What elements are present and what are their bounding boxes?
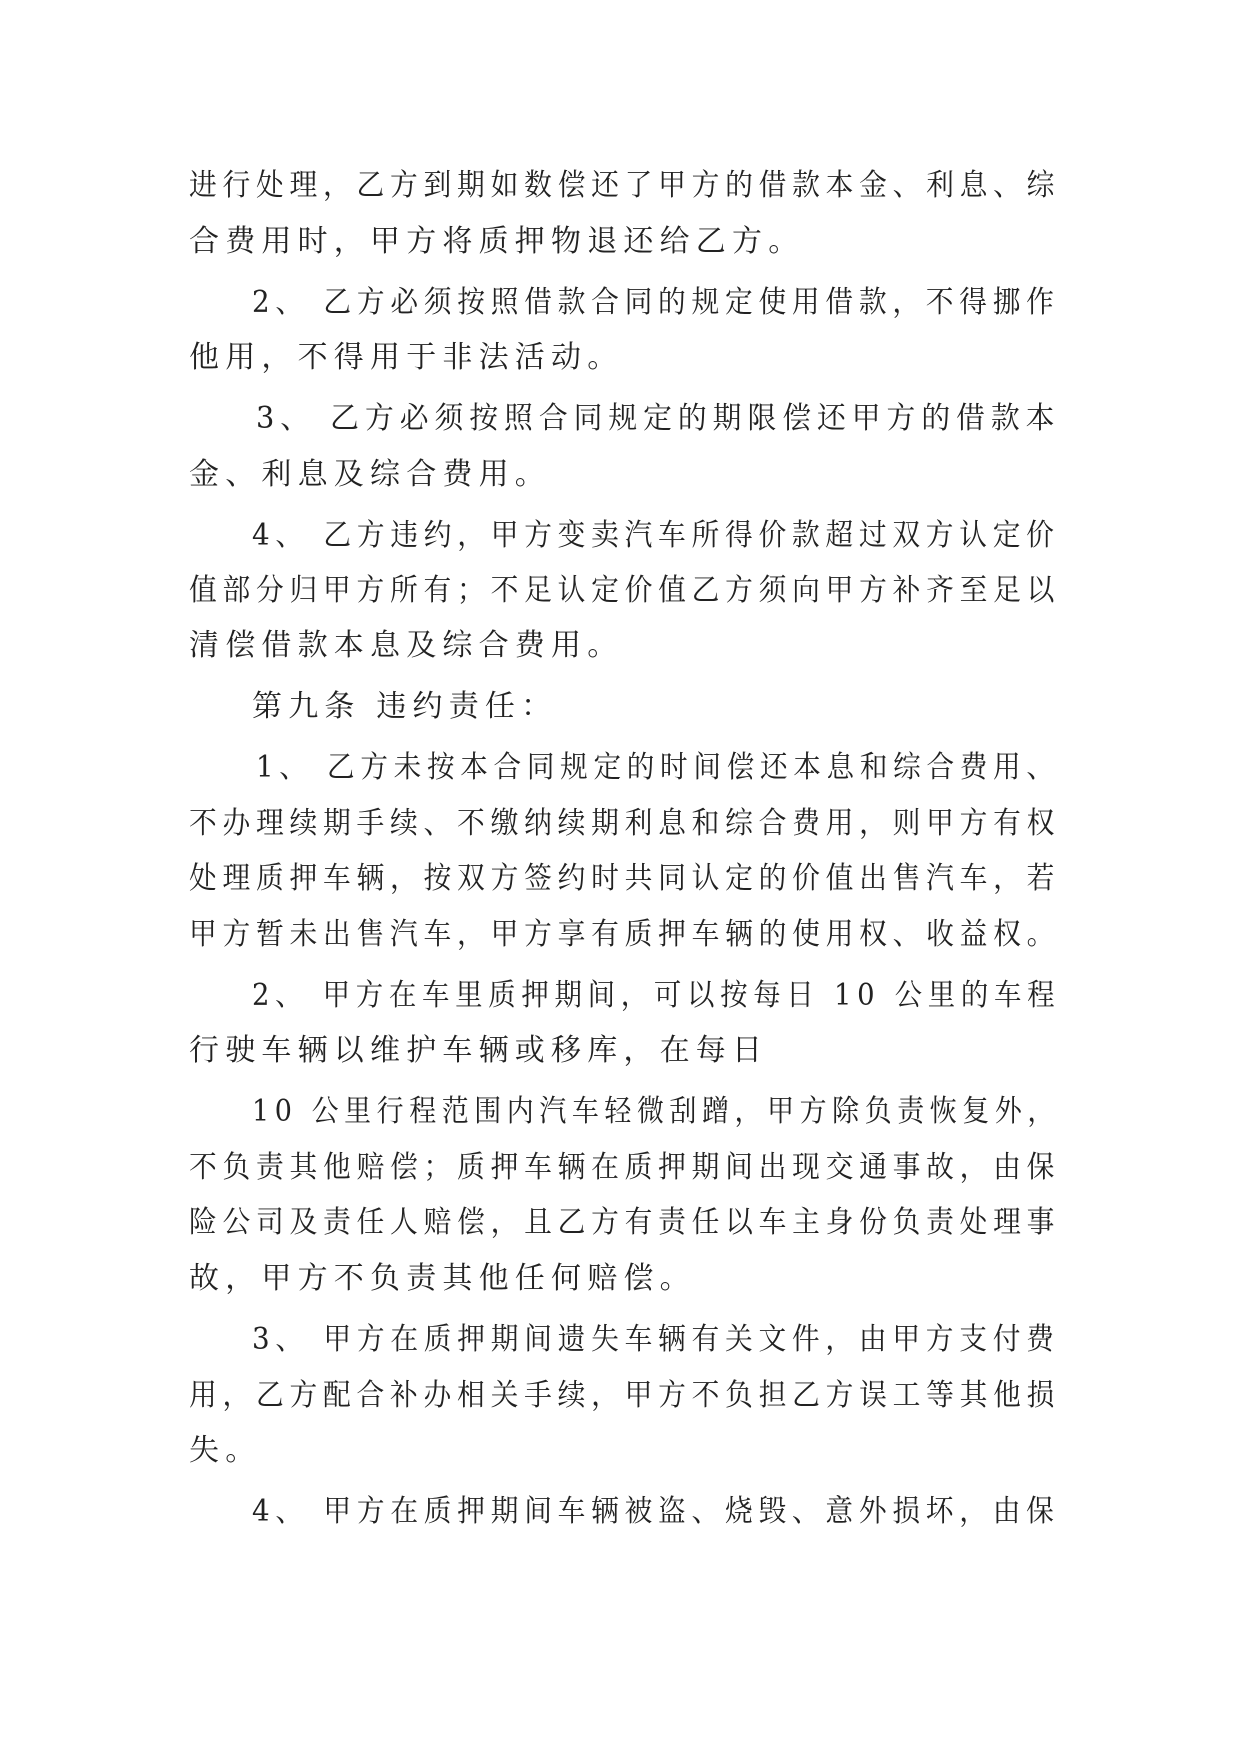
text-line: 失。 [189, 1433, 262, 1468]
section-heading: 第九条 违约责任： [252, 689, 558, 724]
text-line: 用，乙方配合补办相关手续，甲方不负担乙方误工等其他损 [189, 1378, 1061, 1413]
text-line: 他用，不得用于非法活动。 [189, 340, 624, 375]
text-line: 2、 甲方在车里质押期间，可以按每日 10 公里的车程 [252, 978, 1061, 1013]
text-line: 值部分归甲方所有；不足认定价值乙方须向甲方补齐至足以 [189, 573, 1061, 608]
text-line: 10 公里行程范围内汽车轻微刮蹭，甲方除负责恢复外， [252, 1094, 1060, 1129]
text-line: 2、 乙方必须按照借款合同的规定使用借款，不得挪作 [252, 285, 1060, 320]
text-line: 金、利息及综合费用。 [189, 457, 551, 492]
text-line: 甲方暂未出售汽车，甲方享有质押车辆的使用权、收益权。 [189, 917, 1061, 952]
text-line: 行驶车辆以维护车辆或移库，在每日 [189, 1033, 769, 1068]
text-line: 故，甲方不负责其他任何赔偿。 [189, 1261, 696, 1296]
text-line: 4、 甲方在质押期间车辆被盗、烧毁、意外损坏，由保 [252, 1494, 1060, 1529]
text-line: 不办理续期手续、不缴纳续期利息和综合费用，则甲方有权 [189, 806, 1061, 841]
text-line: 险公司及责任人赔偿，且乙方有责任以车主身份负责处理事 [189, 1205, 1061, 1240]
text-line: 不负责其他赔偿；质押车辆在质押期间出现交通事故，由保 [189, 1150, 1061, 1185]
text-line: 3、 乙方必须按照合同规定的期限偿还甲方的借款本 [256, 401, 1061, 436]
text-line: 合费用时，甲方将质押物退还给乙方。 [189, 224, 805, 259]
text-line: 3、 甲方在质押期间遗失车辆有关文件，由甲方支付费 [252, 1322, 1060, 1357]
text-line: 处理质押车辆，按双方签约时共同认定的价值出售汽车，若 [189, 861, 1061, 896]
text-line: 清偿借款本息及综合费用。 [189, 628, 624, 663]
text-line: 1、 乙方未按本合同规定的时间偿还本息和综合费用、 [256, 750, 1060, 785]
text-line: 4、 乙方违约，甲方变卖汽车所得价款超过双方认定价 [252, 518, 1060, 553]
text-line: 进行处理，乙方到期如数偿还了甲方的借款本金、利息、综 [189, 168, 1061, 203]
